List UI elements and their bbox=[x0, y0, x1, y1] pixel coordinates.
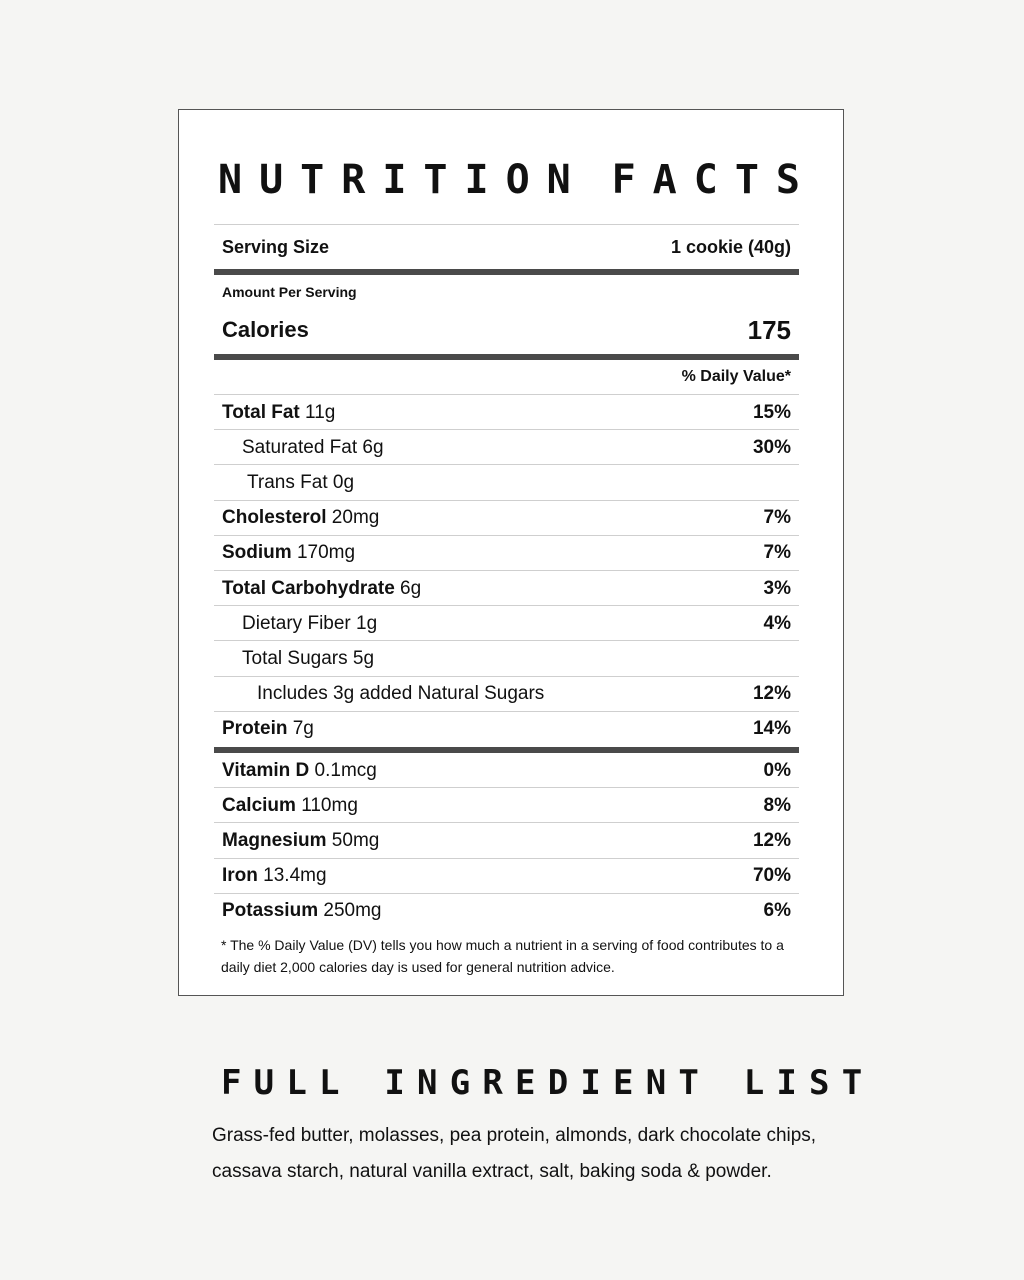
vitamin-amount: 50mg bbox=[326, 829, 380, 851]
vitamin-daily-value: 8% bbox=[763, 794, 791, 816]
vitamin-amount: 0.1mcg bbox=[309, 759, 377, 781]
ingredient-list-text: Grass-fed butter, molasses, pea protein, almonds, dark chocolate chips, cassava starch, natural vanilla extract, salt, baking soda & powder. bbox=[212, 1125, 817, 1182]
nutrient-row bbox=[214, 465, 799, 500]
nutrient-row bbox=[214, 395, 799, 430]
nutrient-daily-value: 15% bbox=[752, 401, 791, 423]
thick-divider bbox=[214, 269, 799, 275]
nutrient-amount: 6g bbox=[394, 577, 422, 599]
nutrient-amount: 7g bbox=[287, 718, 314, 740]
vitamin-daily-value: 6% bbox=[763, 900, 791, 922]
nutrient-label bbox=[222, 578, 421, 600]
nutrient-daily-value: 12% bbox=[752, 683, 791, 705]
vitamin-row bbox=[214, 788, 799, 823]
nutrient-row bbox=[214, 641, 799, 676]
title-word-nutrition: NUTRITION bbox=[218, 157, 588, 203]
nutrient-daily-value: 7% bbox=[763, 507, 791, 529]
vitamin-daily-value: 70% bbox=[752, 865, 791, 887]
vitamin-row bbox=[214, 859, 799, 894]
nutrient-name: Protein bbox=[222, 718, 288, 740]
nutrient-amount: Trans Fat 0g bbox=[247, 471, 355, 493]
title-word-facts: FACTS bbox=[611, 157, 817, 203]
vitamin-daily-value: 0% bbox=[763, 759, 791, 781]
nutrient-daily-value: 4% bbox=[763, 612, 791, 634]
calories-value: 175 bbox=[747, 314, 791, 345]
calories-label: Calories bbox=[222, 317, 309, 342]
vitamin-name: Potassium bbox=[222, 900, 319, 922]
nutrient-label bbox=[222, 472, 354, 494]
ingredient-list-title: FULL INGREDIENT LIST bbox=[221, 1063, 875, 1103]
vitamin-amount: 110mg bbox=[295, 794, 358, 816]
nutrient-name: Sodium bbox=[222, 542, 292, 564]
nutrient-name: Cholesterol bbox=[222, 507, 327, 529]
vitamin-label bbox=[222, 900, 381, 922]
vitamin-row bbox=[214, 894, 799, 929]
nutrient-label bbox=[222, 507, 379, 529]
nutrient-daily-value: 14% bbox=[752, 718, 791, 740]
vitamin-amount: 250mg bbox=[318, 900, 382, 922]
vitamin-label bbox=[222, 760, 377, 782]
nutrient-daily-value: 7% bbox=[763, 542, 791, 564]
serving-size-value: 1 cookie (40g) bbox=[670, 236, 791, 257]
nutrient-row bbox=[214, 571, 799, 606]
calories-row bbox=[214, 310, 799, 350]
serving-size-row bbox=[214, 225, 799, 269]
nutrient-amount: Includes 3g added Natural Sugars bbox=[257, 683, 545, 705]
serving-size-label: Serving Size bbox=[222, 236, 330, 257]
vitamin-label bbox=[222, 830, 379, 852]
nutrition-facts-title bbox=[218, 155, 817, 205]
nutrient-row bbox=[214, 712, 799, 747]
nutrient-daily-value: 3% bbox=[763, 577, 791, 599]
nutrient-amount: 11g bbox=[299, 401, 336, 423]
nutrient-label bbox=[222, 718, 314, 740]
vitamin-row bbox=[214, 753, 799, 788]
nutrient-amount: Dietary Fiber 1g bbox=[242, 612, 378, 634]
vitamin-amount: 13.4mg bbox=[257, 865, 327, 887]
nutrient-label bbox=[222, 402, 335, 424]
nutrient-label bbox=[222, 648, 374, 670]
vitamin-name: Iron bbox=[222, 865, 258, 887]
nutrient-amount: 170mg bbox=[291, 542, 356, 564]
vitamin-label bbox=[222, 865, 327, 887]
nutrient-label bbox=[222, 437, 384, 459]
vitamin-name: Magnesium bbox=[222, 829, 327, 851]
nutrient-label bbox=[222, 542, 355, 564]
nutrient-row bbox=[214, 430, 799, 465]
nutrient-amount: Saturated Fat 6g bbox=[242, 436, 384, 458]
amount-per-serving-row bbox=[214, 280, 799, 304]
nutrient-row bbox=[214, 501, 799, 536]
daily-value-header-row bbox=[214, 360, 799, 394]
nutrient-row bbox=[214, 536, 799, 571]
nutrient-row bbox=[214, 677, 799, 712]
nutrient-name: Total Fat bbox=[222, 401, 300, 423]
nutrient-row bbox=[214, 606, 799, 641]
nutrient-label bbox=[222, 683, 544, 705]
vitamin-name: Calcium bbox=[222, 794, 296, 816]
daily-value-footnote: * The % Daily Value (DV) tells you how much a nutrient in a serving of food contributes to a daily diet 2,000 calories day is used for general nutrition advice. bbox=[221, 937, 784, 975]
vitamin-daily-value: 12% bbox=[752, 829, 791, 851]
nutrient-daily-value: 30% bbox=[752, 436, 791, 458]
nutrient-amount: 20mg bbox=[326, 507, 380, 529]
amount-per-serving-label: Amount Per Serving bbox=[222, 284, 357, 300]
nutrient-label bbox=[222, 613, 377, 635]
nutrient-amount: Total Sugars 5g bbox=[242, 647, 375, 669]
vitamin-row bbox=[214, 823, 799, 858]
nutrient-name: Total Carbohydrate bbox=[222, 577, 395, 599]
daily-value-header: % Daily Value* bbox=[681, 368, 791, 385]
vitamin-name: Vitamin D bbox=[222, 759, 310, 781]
vitamin-label bbox=[222, 795, 358, 817]
